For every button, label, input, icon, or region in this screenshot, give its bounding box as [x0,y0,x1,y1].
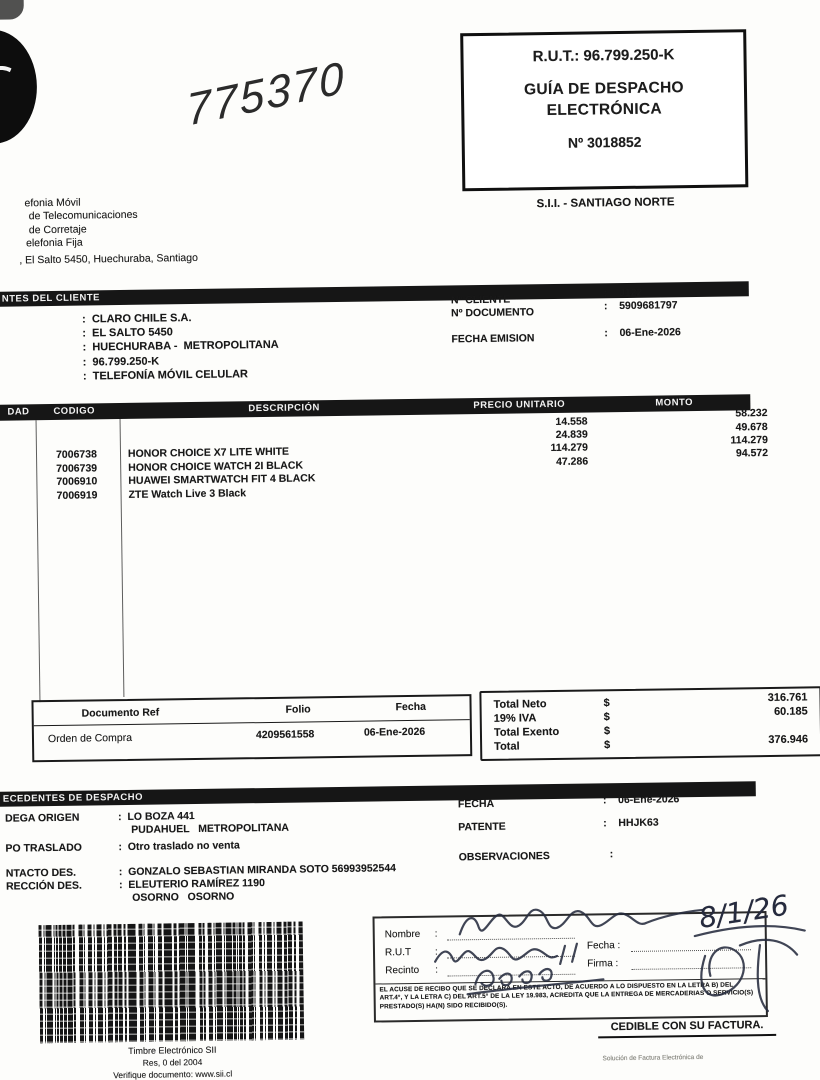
vendor-credit: Solución de Factura Electrónica de [602,1053,704,1063]
currency-sign: $ [604,739,611,752]
items-header-codigo: CODIGO [53,405,96,417]
client-name: : CLARO CHILE S.A. [82,312,192,326]
currency-sign: $ [603,711,610,724]
receipt-signature-box [372,911,767,1022]
company-logo [0,29,38,144]
observaciones-value: : [609,848,614,861]
exento-value [652,719,808,721]
sii-office: S.I.I. - SANTIAGO NORTE [536,196,675,211]
timbre-line2: Res, 0 del 2004 [142,1056,203,1068]
company-line: efonia Móvil [24,196,81,210]
total-neto-label: Total Neto [493,698,547,711]
tipo-traslado-value: : Otro traslado no venta [118,839,240,854]
document-number: Nº 3018852 [567,133,642,151]
items-header-monto: MONTO [655,397,694,409]
bodega-origen-value: : LO BOZA 441 [118,810,195,824]
pdf417-barcode [39,922,305,1044]
ref-folio-value: 4209561558 [255,728,315,742]
client-number-label: Nº CLIENTE [450,293,511,307]
exento-label: Total Exento [493,725,560,739]
item-code: 7006739 [56,462,98,475]
legal-acknowledgement-text: EL ACUSE DE RECIBO QUE SE DECLARA EN ESTE ACTO, DE ACUERDO A LO DISPUESTO EN LA LETRA B) DEL ART.4°, Y LA LETRA C) DEL ART.5° DE LA LEY 19.983, ACREDITA QUE LA ENTREGA DE MERCADERIAS O SERVICIO(S) PRESTADO(S) HA(N) SIDO RECIBIDO(S). [379,981,754,1011]
ref-header-folio: Folio [285,703,311,716]
item-unit-price: 24.839 [555,428,588,441]
company-address: , El Salto 5450, Huechuraba, Santiago [19,251,198,267]
client-number-value: : J122 [603,286,643,300]
timbre-verify-url: Verifique documento: www.sii.cl [113,1068,233,1080]
direccion-destino-value: : ELEUTERIO RAMÍREZ 1190 [118,877,265,892]
item-description: ZTE Watch Live 3 Black [128,487,247,501]
document-type-line1: GUÍA DE DESPACHO [523,79,684,99]
ref-header-fecha: Fecha [395,700,427,714]
ref-doc-value: Orden de Compra [47,731,133,746]
firma-field-label: Firma : [587,958,619,970]
total-label: Total [494,740,520,753]
rut-text: R.U.T.: 96.799.250-K [532,46,675,66]
scan-corner-artifact [0,0,24,20]
issue-date-label: FECHA EMISION [451,332,535,346]
direccion-destino-value2: OSORNO OSORNO [132,890,235,904]
contacto-destino-label: NTACTO DES. [5,866,77,880]
company-line: elefonia Fija [25,236,83,250]
item-amount: 49.678 [735,420,768,434]
total-value: 376.946 [768,733,809,747]
timbre-line1: Timbre Electrónico SII [128,1044,217,1056]
item-unit-price: 114.279 [550,441,589,455]
nombre-colon: : [434,928,438,940]
reference-table [31,694,472,762]
document-number-label: Nº DOCUMENTO [451,306,535,320]
patente-label: PATENTE [458,820,506,834]
company-line: de Corretaje [28,223,87,237]
iva-value: 60.185 [773,705,808,718]
client-address: : EL SALTO 5450 [82,326,173,340]
patente-value: : HHJK63 [603,816,659,830]
fecha-field-label: Fecha : [586,940,621,952]
currency-sign: $ [603,697,610,710]
document-type [464,77,745,123]
client-rut: : 96.799.250-K [82,355,160,369]
handwritten-date: 8/1/26 [696,888,791,935]
despacho-fecha-value: : 06-Ene-2026 [602,793,680,807]
recinto-field-line [447,974,575,977]
company-line: de Telecomunicaciones [28,208,138,223]
despacho-fecha-label: FECHA [457,797,495,811]
ref-header-doc: Documento Ref [81,706,160,720]
iva-label: 19% IVA [493,712,537,725]
item-code: 7006919 [56,489,98,502]
client-comuna: : HUECHURABA - METROPOLITANA [82,338,279,354]
item-amount: 114.279 [730,433,768,447]
item-description: HONOR CHOICE X7 LITE WHITE [127,445,290,460]
recinto-colon: : [435,964,439,976]
currency-sign: $ [603,725,611,738]
table-column-line [120,419,125,697]
issue-date-value: : 06-Ene-2026 [604,326,681,340]
recinto-label: Recinto [385,964,420,977]
item-unit-price: 47.286 [555,455,589,468]
rut-colon: : [434,946,438,958]
bodega-origen-value2: PUDAHUEL METROPOLITANA [131,821,290,836]
nombre-label: Nombre [384,928,421,941]
client-giro: : TELEFONÍA MÓVIL CELULAR [82,368,248,383]
items-header-precio: PRECIO UNITARIO [473,398,566,412]
item-unit-price: 14.558 [555,415,588,428]
firma-field-line [631,967,751,970]
item-description: HONOR CHOICE WATCH 2I BLACK [128,459,304,474]
item-code: 7006910 [56,475,98,488]
total-neto-value: 316.761 [767,691,808,705]
document-number-value: : 5909681797 [603,299,678,313]
despacho-section-title: ECEDENTES DE DESPACHO [2,791,144,805]
rut-field-label: R.U.T [384,947,412,959]
nombre-field-line [447,938,575,941]
contacto-destino-value: : GONZALO SEBASTIAN MIRANDA SOTO 56993952544 [118,862,397,879]
bodega-origen-label: DEGA ORIGEN [5,811,80,825]
items-header-cantidad: DAD [7,406,30,418]
table-column-line [36,420,41,702]
cedible-note: CEDIBLE CON SU FACTURA. [598,1019,776,1038]
sii-rut-box [460,29,748,191]
item-amount: 94.572 [735,446,769,460]
tipo-traslado-label: PO TRASLADO [5,841,83,855]
item-description: HUAWEI SMARTWATCH FIT 4 BLACK [128,472,316,487]
direccion-destino-label: RECCIÓN DES. [5,879,82,893]
totals-box [479,686,820,761]
ref-fecha-value: 06-Ene-2026 [363,725,426,739]
handwritten-number: 775370 [184,51,348,136]
observaciones-label: OBSERVACIONES [458,850,550,864]
document-type-line2: ELECTRÓNICA [546,100,662,119]
fecha-field-line [631,949,751,952]
rut-field-line [447,956,575,959]
item-amount: 58.232 [735,406,768,420]
items-header-descripcion: DESCRIPCIÓN [248,402,320,415]
client-section-title: NTES DEL CLIENTE [1,292,101,305]
item-code: 7006738 [55,448,97,461]
items-header-bar [0,394,750,421]
